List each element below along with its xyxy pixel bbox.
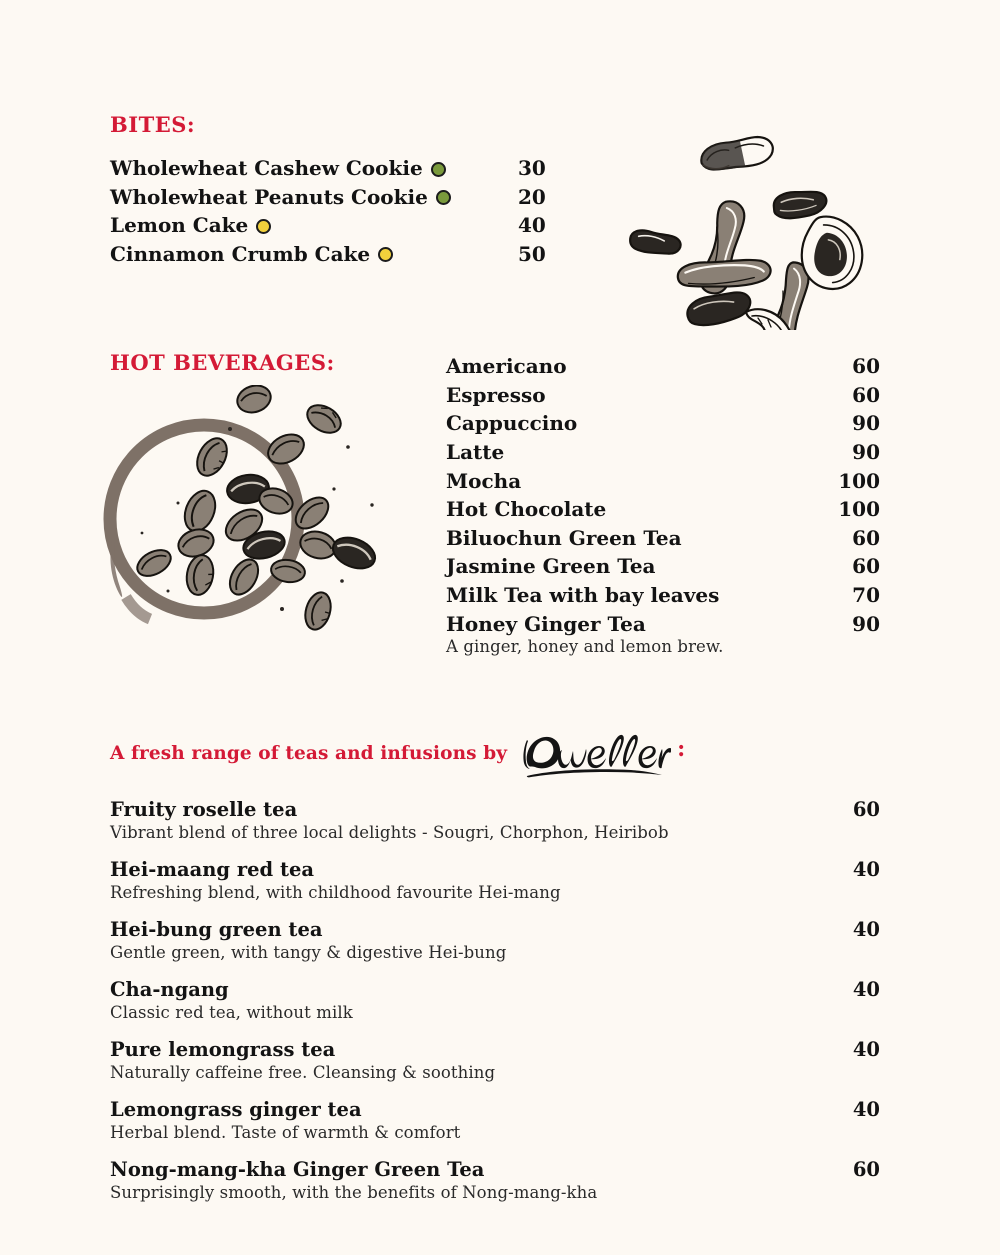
menu-item-name: Lemon Cake [110, 213, 249, 238]
menu-item-name: Cappuccino [446, 411, 578, 436]
menu-item-name: Mocha [446, 468, 522, 493]
menu-item-description: Classic red tea, without milk [110, 1003, 353, 1022]
list-item [110, 154, 580, 183]
menu-item-name: Lemongrass ginger tea [110, 1098, 362, 1121]
menu-item-price: 30 [518, 156, 546, 181]
list-item [110, 1098, 880, 1142]
list-item [110, 1038, 880, 1082]
menu-item-price: 60 [852, 354, 880, 379]
nuts-illustration [612, 132, 904, 330]
dweller-tea-list [110, 798, 880, 1218]
menu-item-price: 60 [852, 525, 880, 550]
list-item [110, 183, 580, 212]
honey-ginger-tea-description: A ginger, honey and lemon brew. [446, 637, 724, 656]
menu-item-name: Wholewheat Peanuts Cookie [110, 184, 428, 209]
list-item [446, 495, 880, 524]
list-item [110, 918, 880, 962]
menu-item-name: Nong-mang-kha Ginger Green Tea [110, 1158, 485, 1181]
menu-item-price: 100 [838, 468, 880, 493]
menu-item-name: Cha-ngang [110, 978, 229, 1001]
menu-item-price: 100 [838, 497, 880, 522]
menu-item-price: 60 [852, 554, 880, 579]
menu-item-name: Biluochun Green Tea [446, 525, 682, 550]
bites-item-list [110, 154, 580, 268]
menu-item-price: 40 [852, 978, 880, 1001]
menu-item-name: Hei-maang red tea [110, 858, 314, 881]
menu-item-description: Herbal blend. Taste of warmth & comfort [110, 1123, 461, 1142]
list-item [446, 381, 880, 410]
dweller-brand-logo [521, 732, 671, 778]
menu-item-price: 20 [518, 184, 546, 209]
menu-item-name: Jasmine Green Tea [446, 554, 656, 579]
list-item [446, 609, 880, 638]
menu-item-price: 50 [518, 241, 546, 266]
hot-beverages-section-heading: HOT BEVERAGES: [110, 350, 335, 375]
veg-green-dot-icon [436, 190, 451, 205]
bites-section-heading: BITES: [110, 112, 196, 137]
menu-item-price: 40 [852, 858, 880, 881]
menu-item-price: 40 [852, 1098, 880, 1121]
dweller-banner-colon: : [677, 736, 686, 762]
menu-item-name: Latte [446, 440, 505, 465]
menu-item-description: Gentle green, with tangy & digestive Hei-bung [110, 943, 507, 962]
list-item [446, 466, 880, 495]
list-item [110, 978, 880, 1022]
menu-item-name: Cinnamon Crumb Cake [110, 241, 371, 266]
menu-item-price: 40 [852, 1038, 880, 1061]
egg-yellow-dot-icon [378, 247, 393, 262]
list-item [110, 1158, 880, 1202]
veg-green-dot-icon [431, 162, 446, 177]
menu-item-name: Hei-bung green tea [110, 918, 323, 941]
list-item [446, 409, 880, 438]
menu-item-name: Espresso [446, 382, 546, 407]
menu-item-description: Vibrant blend of three local delights - Sougri, Chorphon, Heiribob [110, 823, 669, 842]
dweller-banner [110, 730, 685, 776]
list-item [446, 581, 880, 610]
menu-item-price: 90 [852, 611, 880, 636]
list-item [110, 858, 880, 902]
menu-item-price: 40 [852, 918, 880, 941]
hot-beverages-item-list [446, 352, 880, 638]
menu-item-price: 90 [852, 411, 880, 436]
logo-underline-swoosh [527, 769, 662, 777]
menu-item-price: 60 [852, 798, 880, 821]
menu-item-name: Americano [446, 354, 567, 379]
menu-item-price: 90 [852, 440, 880, 465]
dweller-banner-text: A fresh range of teas and infusions by [110, 742, 508, 764]
list-item [110, 240, 580, 269]
coffee-ring-and-beans-illustration [96, 385, 426, 645]
menu-item-name: Fruity roselle tea [110, 798, 298, 821]
menu-item-description: Surprisingly smooth, with the benefits of Nong-mang-kha [110, 1183, 598, 1202]
list-item [446, 352, 880, 381]
list-item [446, 524, 880, 553]
list-item [446, 438, 880, 467]
menu-item-price: 40 [518, 213, 546, 238]
menu-item-description: Refreshing blend, with childhood favourite Hei-mang [110, 883, 561, 902]
menu-item-name: Milk Tea with bay leaves [446, 583, 720, 608]
menu-item-name: Hot Chocolate [446, 497, 607, 522]
menu-item-name: Honey Ginger Tea [446, 611, 646, 636]
menu-item-description: Naturally caffeine free. Cleansing & soothing [110, 1063, 496, 1082]
egg-yellow-dot-icon [256, 219, 271, 234]
menu-item-price: 60 [852, 1158, 880, 1181]
menu-item-price: 70 [852, 583, 880, 608]
menu-item-price: 60 [852, 382, 880, 407]
list-item [110, 798, 880, 842]
menu-item-name: Pure lemongrass tea [110, 1038, 336, 1061]
list-item [446, 552, 880, 581]
list-item [110, 211, 580, 240]
menu-item-name: Wholewheat Cashew Cookie [110, 156, 423, 181]
